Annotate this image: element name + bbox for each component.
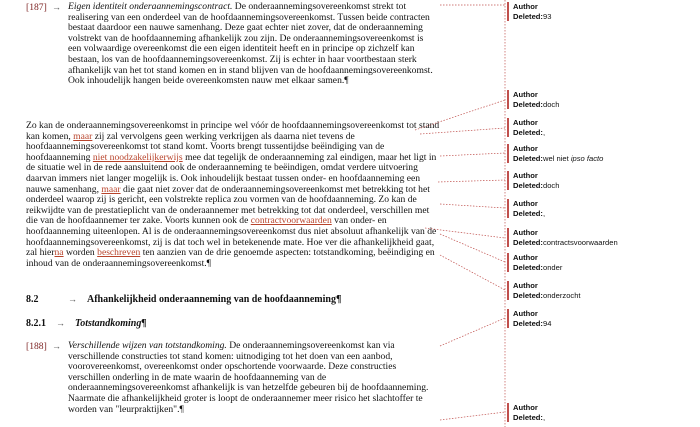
insertion-mark[interactable]: maar — [101, 183, 121, 195]
comment-author: Author — [513, 90, 538, 99]
comment-balloon[interactable] — [507, 2, 663, 21]
heading-number: 8.2.1 — [26, 318, 46, 329]
comment-label: Deleted: — [513, 153, 543, 163]
text-run: mee dat tegelijk de onderaanneming zal eindigen, maar het ligt in de situatie wel in de rede aansluitend ook de onderaanneming te beëindigen, omdat verdere uitvoering daarvan immers niet langer mogelijk is. Ook inhoudelijk bestaat tussen onder- en hoofdaanneming een nauwe samenhang, — [26, 151, 437, 195]
comment-balloon[interactable] — [507, 90, 663, 109]
text-run: worden — [63, 247, 98, 259]
insertion-mark[interactable]: niet noodzakelijkerwijs — [92, 151, 183, 163]
heading-title: Afhankelijkheid onderaanneming van de hoofdaanneming¶ — [87, 294, 342, 305]
comment-author: Author — [513, 403, 538, 412]
comment-value: doch — [542, 99, 560, 109]
footnote-ref-188[interactable] — [26, 341, 47, 352]
paragraph-number: [187] — [26, 2, 47, 13]
paragraph-188[interactable] — [68, 341, 438, 415]
insertion-mark[interactable]: beschreven — [97, 247, 141, 259]
comment-value: 93 — [542, 11, 552, 21]
comment-balloon[interactable] — [507, 403, 663, 422]
text-run: zij zal vervolgens geen werking verkrijgen als daarna niet tevens de hoofdaannemingsovereenkomst tot stand komt. Voorts brengt tussentijdse beëindiging van de hoofdaanneming — [26, 130, 385, 163]
comment-author: Author — [513, 118, 538, 127]
comment-author: Author — [513, 2, 538, 11]
comment-label: Deleted: — [513, 208, 543, 218]
comment-author: Author — [513, 253, 538, 262]
comment-label: Deleted: — [513, 318, 543, 328]
paragraph-text: De onderaannemingsovereenkomst strekt tot realisering van een onderdeel van de hoofdaannemingsovereenkomst. Tussen beide contracten bestaat daardoor een nauwe samenhang. Deze gaat echter niet zover, dat de onderaanneming volstrekt van de hoofdaanneming afhankelijk zou zijn. De onderaannemingsovereenkomst is een volwaardige overeenkomst die een eigen identiteit heeft en in principe op zichzelf kan bestaan, los van de hoofdaannemingsovereenkomst. Zij is echter in haar voortbestaan sterk afhankelijk van het tot stand komen en in stand blijven van de hoofdaannemingsovereenkomst. Ook inhoudelijk hangen beide overeenkomsten nauw met elkaar samen.¶ — [68, 1, 433, 87]
comment-value: contractsvoorwaarden — [542, 237, 618, 247]
comment-value: , — [542, 208, 546, 218]
paragraph-main[interactable] — [26, 121, 442, 269]
insertion-mark[interactable]: maar — [73, 130, 93, 142]
insertion-mark[interactable]: na — [54, 247, 64, 259]
comment-label: Deleted: — [513, 237, 543, 247]
comment-author: Author — [513, 171, 538, 180]
tab-arrow: → — [52, 2, 61, 12]
text-run: van onder- en hoofdaanneming uiteenlopen. Al is de onderaannemingsovereenkomst dus niet absoluut afhankelijk van de hoofdaannemingsovereenkomst, zij is dat toch wel in betekenende mate. Hoe ver die afhankelijkheid gaat, zal hier — [26, 215, 437, 259]
comment-value: wel niet — [542, 153, 571, 163]
insertion-mark[interactable]: contractvoorwaarden — [250, 215, 332, 227]
comment-value: , — [542, 127, 546, 137]
comment-balloon[interactable] — [507, 228, 663, 247]
comment-value: onder — [542, 262, 563, 272]
tab-arrow: → — [68, 294, 77, 304]
paragraph-187[interactable] — [68, 2, 438, 87]
comment-value-italic: ipso facto — [570, 153, 604, 163]
paragraph-number: [188] — [26, 341, 47, 352]
heading-8-2-1[interactable] — [26, 318, 146, 329]
text-run: Zo kan de onderaannemingsovereenkomst in principe wel vóór de hoofdaannemingsovereenkomst tot stand kan komen, — [26, 120, 440, 142]
comment-label: Deleted: — [513, 262, 543, 272]
heading-title: Totstandkoming¶ — [75, 318, 147, 329]
comment-value: onderzocht — [542, 290, 581, 300]
text-run: ten aanzien van de drie genoemde aspecten: totstandkoming, beëindiging en inhoud van de onderaannemingsovereenkomst.¶ — [26, 247, 435, 269]
comment-label: Deleted: — [513, 127, 543, 137]
paragraph-text: De onderaannemingsovereenkomst kan via verschillende constructies tot stand komen: uitnodiging tot het doen van een aanbod, voorovereenkomst, overeenkomst onder opschortende voorwaarde. Deze constructies verschillen onderling in de mate waarin de hoofdaanneming van de onderaannemingsovereenkomst afhankelijk is van hetzelfde gebeuren bij de hoofdaanneming. Naarmate die afhankelijkheid groter is loopt de onderaannemer meer risico het slachtoffer te worden van "leurpraktijken".¶ — [68, 340, 429, 415]
tab-arrow: → — [56, 318, 65, 328]
comment-label: Deleted: — [513, 290, 543, 300]
paragraph-heading: Eigen identiteit onderaannemingscontract. — [68, 1, 233, 12]
comment-author: Author — [513, 199, 538, 208]
comment-author: Author — [513, 281, 538, 290]
heading-number: 8.2 — [26, 294, 39, 305]
comment-author: Author — [513, 309, 538, 318]
comment-balloon[interactable] — [507, 118, 663, 137]
tab-arrow: → — [52, 341, 61, 351]
comment-author: Author — [513, 144, 538, 153]
comment-balloon[interactable] — [507, 281, 663, 300]
comment-label: Deleted: — [513, 412, 543, 422]
comment-balloon[interactable] — [507, 199, 663, 218]
comment-balloon[interactable] — [507, 309, 663, 328]
comment-balloon[interactable] — [507, 144, 663, 163]
comment-author: Author — [513, 228, 538, 237]
text-run: die gaat niet zover dat de onderaannemingsovereenkomst met betrekking tot het onderdeel waarop zij is gericht, een volstrekte replica zou vormen van de hoofdaanneming. Zo kan de reikwijdte van de prestatieplicht van de onderaannemer met betrekking tot dat onderdeel, verschillen met die van de hoofdaannemer ter zake. Voorts kunnen ook de — [26, 183, 430, 227]
comment-value: doch — [542, 180, 560, 190]
comment-label: Deleted: — [513, 11, 543, 21]
heading-8-2[interactable] — [26, 294, 341, 305]
comment-label: Deleted: — [513, 180, 543, 190]
comment-label: Deleted: — [513, 99, 543, 109]
paragraph-heading: Verschillende wijzen van totstandkoming. — [68, 340, 227, 351]
comment-balloon[interactable] — [507, 171, 663, 190]
comment-value: , — [542, 412, 546, 422]
footnote-ref-187[interactable] — [26, 2, 47, 13]
comment-balloon[interactable] — [507, 253, 663, 272]
comment-value: 94 — [542, 318, 552, 328]
